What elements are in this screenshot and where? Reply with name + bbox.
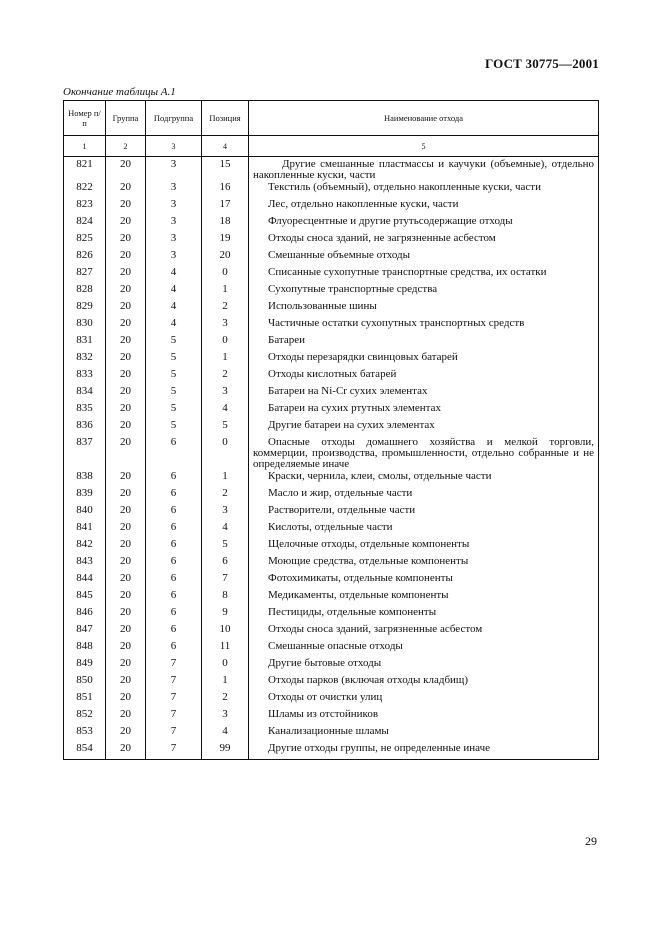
column-header-name: Наименование отхода: [249, 101, 599, 136]
cell-waste-name: Текстиль (объемный), отдельно накопленные куски, части: [249, 181, 599, 198]
cell-position: 99: [202, 742, 249, 760]
cell-position: 2: [202, 691, 249, 708]
cell-group: 20: [106, 623, 146, 640]
cell-waste-name: Другие смешанные пластмассы и каучуки (объемные), отдельно накопленные куски, части: [249, 157, 599, 182]
cell-waste-name: Списанные сухопутные транспортные средства, их остатки: [249, 266, 599, 283]
cell-subgroup: 5: [146, 368, 202, 385]
table-row: [64, 504, 599, 521]
cell-group: 20: [106, 198, 146, 215]
cell-waste-name: Использованные шины: [249, 300, 599, 317]
cell-group: 20: [106, 215, 146, 232]
cell-subgroup: 6: [146, 487, 202, 504]
cell-number: 835: [64, 402, 106, 419]
table-row: [64, 640, 599, 657]
cell-subgroup: 3: [146, 232, 202, 249]
column-header-subgroup: Подгруппа: [146, 101, 202, 136]
cell-subgroup: 7: [146, 674, 202, 691]
cell-group: 20: [106, 640, 146, 657]
cell-position: 0: [202, 657, 249, 674]
cell-group: 20: [106, 283, 146, 300]
cell-subgroup: 7: [146, 725, 202, 742]
cell-group: 20: [106, 385, 146, 402]
cell-waste-name: Отходы сноса зданий, загрязненные асбестом: [249, 623, 599, 640]
cell-subgroup: 6: [146, 555, 202, 572]
cell-position: 7: [202, 572, 249, 589]
table-row: [64, 470, 599, 487]
cell-subgroup: 4: [146, 300, 202, 317]
cell-position: 8: [202, 589, 249, 606]
cell-group: 20: [106, 402, 146, 419]
cell-number: 824: [64, 215, 106, 232]
cell-subgroup: 3: [146, 249, 202, 266]
cell-position: 0: [202, 334, 249, 351]
cell-waste-name: Опасные отходы домашнего хозяйства и мелкой торговли, коммерции, производства, промышленности, отдельно собранные и не определяемые иначе: [249, 436, 599, 470]
cell-subgroup: 4: [146, 283, 202, 300]
table-row: [64, 691, 599, 708]
table-row: [64, 385, 599, 402]
table-row: [64, 419, 599, 436]
cell-position: 1: [202, 674, 249, 691]
cell-subgroup: 6: [146, 538, 202, 555]
cell-waste-name: Батареи: [249, 334, 599, 351]
cell-group: 20: [106, 157, 146, 182]
table-row: [64, 606, 599, 623]
table-row: [64, 521, 599, 538]
cell-group: 20: [106, 691, 146, 708]
table-row: [64, 742, 599, 760]
cell-number: 821: [64, 157, 106, 182]
cell-subgroup: 3: [146, 198, 202, 215]
table-row: [64, 538, 599, 555]
cell-position: 1: [202, 351, 249, 368]
column-number: 3: [146, 136, 202, 157]
cell-position: 5: [202, 419, 249, 436]
cell-number: 840: [64, 504, 106, 521]
cell-number: 830: [64, 317, 106, 334]
cell-subgroup: 5: [146, 402, 202, 419]
cell-waste-name: Смешанные объемные отходы: [249, 249, 599, 266]
cell-waste-name: Сухопутные транспортные средства: [249, 283, 599, 300]
cell-position: 2: [202, 300, 249, 317]
cell-number: 825: [64, 232, 106, 249]
table-row: [64, 283, 599, 300]
cell-group: 20: [106, 249, 146, 266]
cell-position: 9: [202, 606, 249, 623]
cell-group: 20: [106, 708, 146, 725]
cell-subgroup: 6: [146, 572, 202, 589]
cell-group: 20: [106, 232, 146, 249]
table-row: [64, 334, 599, 351]
cell-group: 20: [106, 589, 146, 606]
column-header-position: Позиция: [202, 101, 249, 136]
cell-position: 3: [202, 708, 249, 725]
cell-number: 823: [64, 198, 106, 215]
table-row: [64, 555, 599, 572]
cell-group: 20: [106, 487, 146, 504]
table-body: [64, 157, 599, 760]
cell-waste-name: Пестициды, отдельные компоненты: [249, 606, 599, 623]
cell-subgroup: 6: [146, 521, 202, 538]
cell-waste-name: Краски, чернила, клеи, смолы, отдельные части: [249, 470, 599, 487]
cell-number: 828: [64, 283, 106, 300]
cell-waste-name: Моющие средства, отдельные компоненты: [249, 555, 599, 572]
cell-waste-name: Фотохимикаты, отдельные компоненты: [249, 572, 599, 589]
cell-number: 850: [64, 674, 106, 691]
table-caption: Окончание таблицы А.1: [63, 86, 176, 98]
cell-group: 20: [106, 521, 146, 538]
cell-subgroup: 6: [146, 623, 202, 640]
table-row: [64, 232, 599, 249]
waste-table: [63, 100, 599, 760]
table-row: [64, 657, 599, 674]
cell-group: 20: [106, 436, 146, 470]
cell-waste-name: Канализационные шламы: [249, 725, 599, 742]
cell-waste-name: Другие батареи на сухих элементах: [249, 419, 599, 436]
cell-position: 20: [202, 249, 249, 266]
cell-waste-name: Флуоресцентные и другие ртутьсодержащие отходы: [249, 215, 599, 232]
table-row: [64, 623, 599, 640]
cell-subgroup: 6: [146, 436, 202, 470]
cell-group: 20: [106, 538, 146, 555]
cell-group: 20: [106, 266, 146, 283]
cell-number: 849: [64, 657, 106, 674]
column-number: 4: [202, 136, 249, 157]
cell-waste-name: Другие отходы группы, не определенные иначе: [249, 742, 599, 760]
cell-subgroup: 7: [146, 742, 202, 760]
cell-position: 6: [202, 555, 249, 572]
table-row: [64, 317, 599, 334]
cell-number: 834: [64, 385, 106, 402]
cell-waste-name: Другие бытовые отходы: [249, 657, 599, 674]
cell-number: 827: [64, 266, 106, 283]
cell-number: 846: [64, 606, 106, 623]
table-row: [64, 157, 599, 182]
cell-subgroup: 4: [146, 317, 202, 334]
cell-position: 2: [202, 487, 249, 504]
cell-number: 822: [64, 181, 106, 198]
table-row: [64, 181, 599, 198]
cell-number: 833: [64, 368, 106, 385]
cell-group: 20: [106, 351, 146, 368]
column-number: 1: [64, 136, 106, 157]
cell-waste-name: Отходы перезарядки свинцовых батарей: [249, 351, 599, 368]
cell-group: 20: [106, 334, 146, 351]
cell-group: 20: [106, 606, 146, 623]
cell-group: 20: [106, 742, 146, 760]
cell-subgroup: 3: [146, 215, 202, 232]
page-number: 29: [585, 834, 597, 848]
cell-group: 20: [106, 368, 146, 385]
table-row: [64, 572, 599, 589]
cell-position: 10: [202, 623, 249, 640]
cell-group: 20: [106, 419, 146, 436]
table-row: [64, 589, 599, 606]
cell-number: 847: [64, 623, 106, 640]
cell-number: 836: [64, 419, 106, 436]
cell-position: 5: [202, 538, 249, 555]
cell-number: 826: [64, 249, 106, 266]
cell-group: 20: [106, 657, 146, 674]
cell-number: 852: [64, 708, 106, 725]
cell-position: 4: [202, 521, 249, 538]
cell-number: 851: [64, 691, 106, 708]
cell-position: 15: [202, 157, 249, 182]
cell-subgroup: 6: [146, 606, 202, 623]
table-row: [64, 198, 599, 215]
cell-subgroup: 5: [146, 334, 202, 351]
cell-subgroup: 6: [146, 470, 202, 487]
document-code: ГОСТ 30775—2001: [484, 56, 599, 71]
cell-number: 842: [64, 538, 106, 555]
cell-subgroup: 6: [146, 504, 202, 521]
cell-position: 18: [202, 215, 249, 232]
cell-waste-name: Шламы из отстойников: [249, 708, 599, 725]
column-number: 2: [106, 136, 146, 157]
cell-position: 0: [202, 266, 249, 283]
cell-number: 848: [64, 640, 106, 657]
cell-number: 841: [64, 521, 106, 538]
table-row: [64, 351, 599, 368]
cell-group: 20: [106, 470, 146, 487]
table-row: [64, 266, 599, 283]
cell-position: 3: [202, 317, 249, 334]
cell-subgroup: 6: [146, 640, 202, 657]
cell-position: 3: [202, 385, 249, 402]
cell-number: 831: [64, 334, 106, 351]
table-row: [64, 300, 599, 317]
cell-position: 11: [202, 640, 249, 657]
table-row: [64, 368, 599, 385]
cell-waste-name: Кислоты, отдельные части: [249, 521, 599, 538]
cell-number: 853: [64, 725, 106, 742]
cell-position: 1: [202, 470, 249, 487]
cell-waste-name: Смешанные опасные отходы: [249, 640, 599, 657]
cell-subgroup: 7: [146, 708, 202, 725]
cell-subgroup: 7: [146, 657, 202, 674]
cell-group: 20: [106, 555, 146, 572]
cell-group: 20: [106, 300, 146, 317]
cell-position: 16: [202, 181, 249, 198]
table-row: [64, 215, 599, 232]
cell-waste-name: Батареи на Ni-Cr сухих элементах: [249, 385, 599, 402]
cell-position: 3: [202, 504, 249, 521]
cell-number: 845: [64, 589, 106, 606]
cell-subgroup: 3: [146, 157, 202, 182]
cell-position: 2: [202, 368, 249, 385]
cell-group: 20: [106, 181, 146, 198]
cell-position: 4: [202, 402, 249, 419]
cell-position: 4: [202, 725, 249, 742]
cell-waste-name: Отходы от очистки улиц: [249, 691, 599, 708]
table-row: [64, 402, 599, 419]
cell-position: 17: [202, 198, 249, 215]
cell-group: 20: [106, 317, 146, 334]
cell-waste-name: Медикаменты, отдельные компоненты: [249, 589, 599, 606]
column-number-row: [64, 136, 599, 157]
cell-position: 19: [202, 232, 249, 249]
column-header-number: Номер п/п: [64, 101, 106, 136]
cell-waste-name: Масло и жир, отдельные части: [249, 487, 599, 504]
table-row: [64, 674, 599, 691]
column-number: 5: [249, 136, 599, 157]
cell-number: 839: [64, 487, 106, 504]
cell-waste-name: Растворители, отдельные части: [249, 504, 599, 521]
cell-waste-name: Отходы сноса зданий, не загрязненные асбестом: [249, 232, 599, 249]
cell-number: 854: [64, 742, 106, 760]
cell-number: 844: [64, 572, 106, 589]
cell-subgroup: 6: [146, 589, 202, 606]
cell-waste-name: Лес, отдельно накопленные куски, части: [249, 198, 599, 215]
cell-number: 829: [64, 300, 106, 317]
table-row: [64, 249, 599, 266]
cell-subgroup: 5: [146, 385, 202, 402]
table-row: [64, 725, 599, 742]
column-header-group: Группа: [106, 101, 146, 136]
cell-number: 843: [64, 555, 106, 572]
cell-number: 838: [64, 470, 106, 487]
table-header-row: [64, 101, 599, 136]
table-row: [64, 487, 599, 504]
cell-group: 20: [106, 504, 146, 521]
cell-number: 832: [64, 351, 106, 368]
cell-waste-name: Отходы парков (включая отходы кладбищ): [249, 674, 599, 691]
cell-subgroup: 4: [146, 266, 202, 283]
cell-subgroup: 7: [146, 691, 202, 708]
cell-subgroup: 3: [146, 181, 202, 198]
cell-waste-name: Щелочные отходы, отдельные компоненты: [249, 538, 599, 555]
cell-number: 837: [64, 436, 106, 470]
cell-subgroup: 5: [146, 351, 202, 368]
cell-subgroup: 5: [146, 419, 202, 436]
cell-group: 20: [106, 674, 146, 691]
cell-waste-name: Отходы кислотных батарей: [249, 368, 599, 385]
table-row: [64, 708, 599, 725]
cell-waste-name: Частичные остатки сухопутных транспортных средств: [249, 317, 599, 334]
cell-waste-name: Батареи на сухих ртутных элементах: [249, 402, 599, 419]
cell-position: 0: [202, 436, 249, 470]
cell-position: 1: [202, 283, 249, 300]
cell-group: 20: [106, 725, 146, 742]
table-row: [64, 436, 599, 470]
cell-group: 20: [106, 572, 146, 589]
